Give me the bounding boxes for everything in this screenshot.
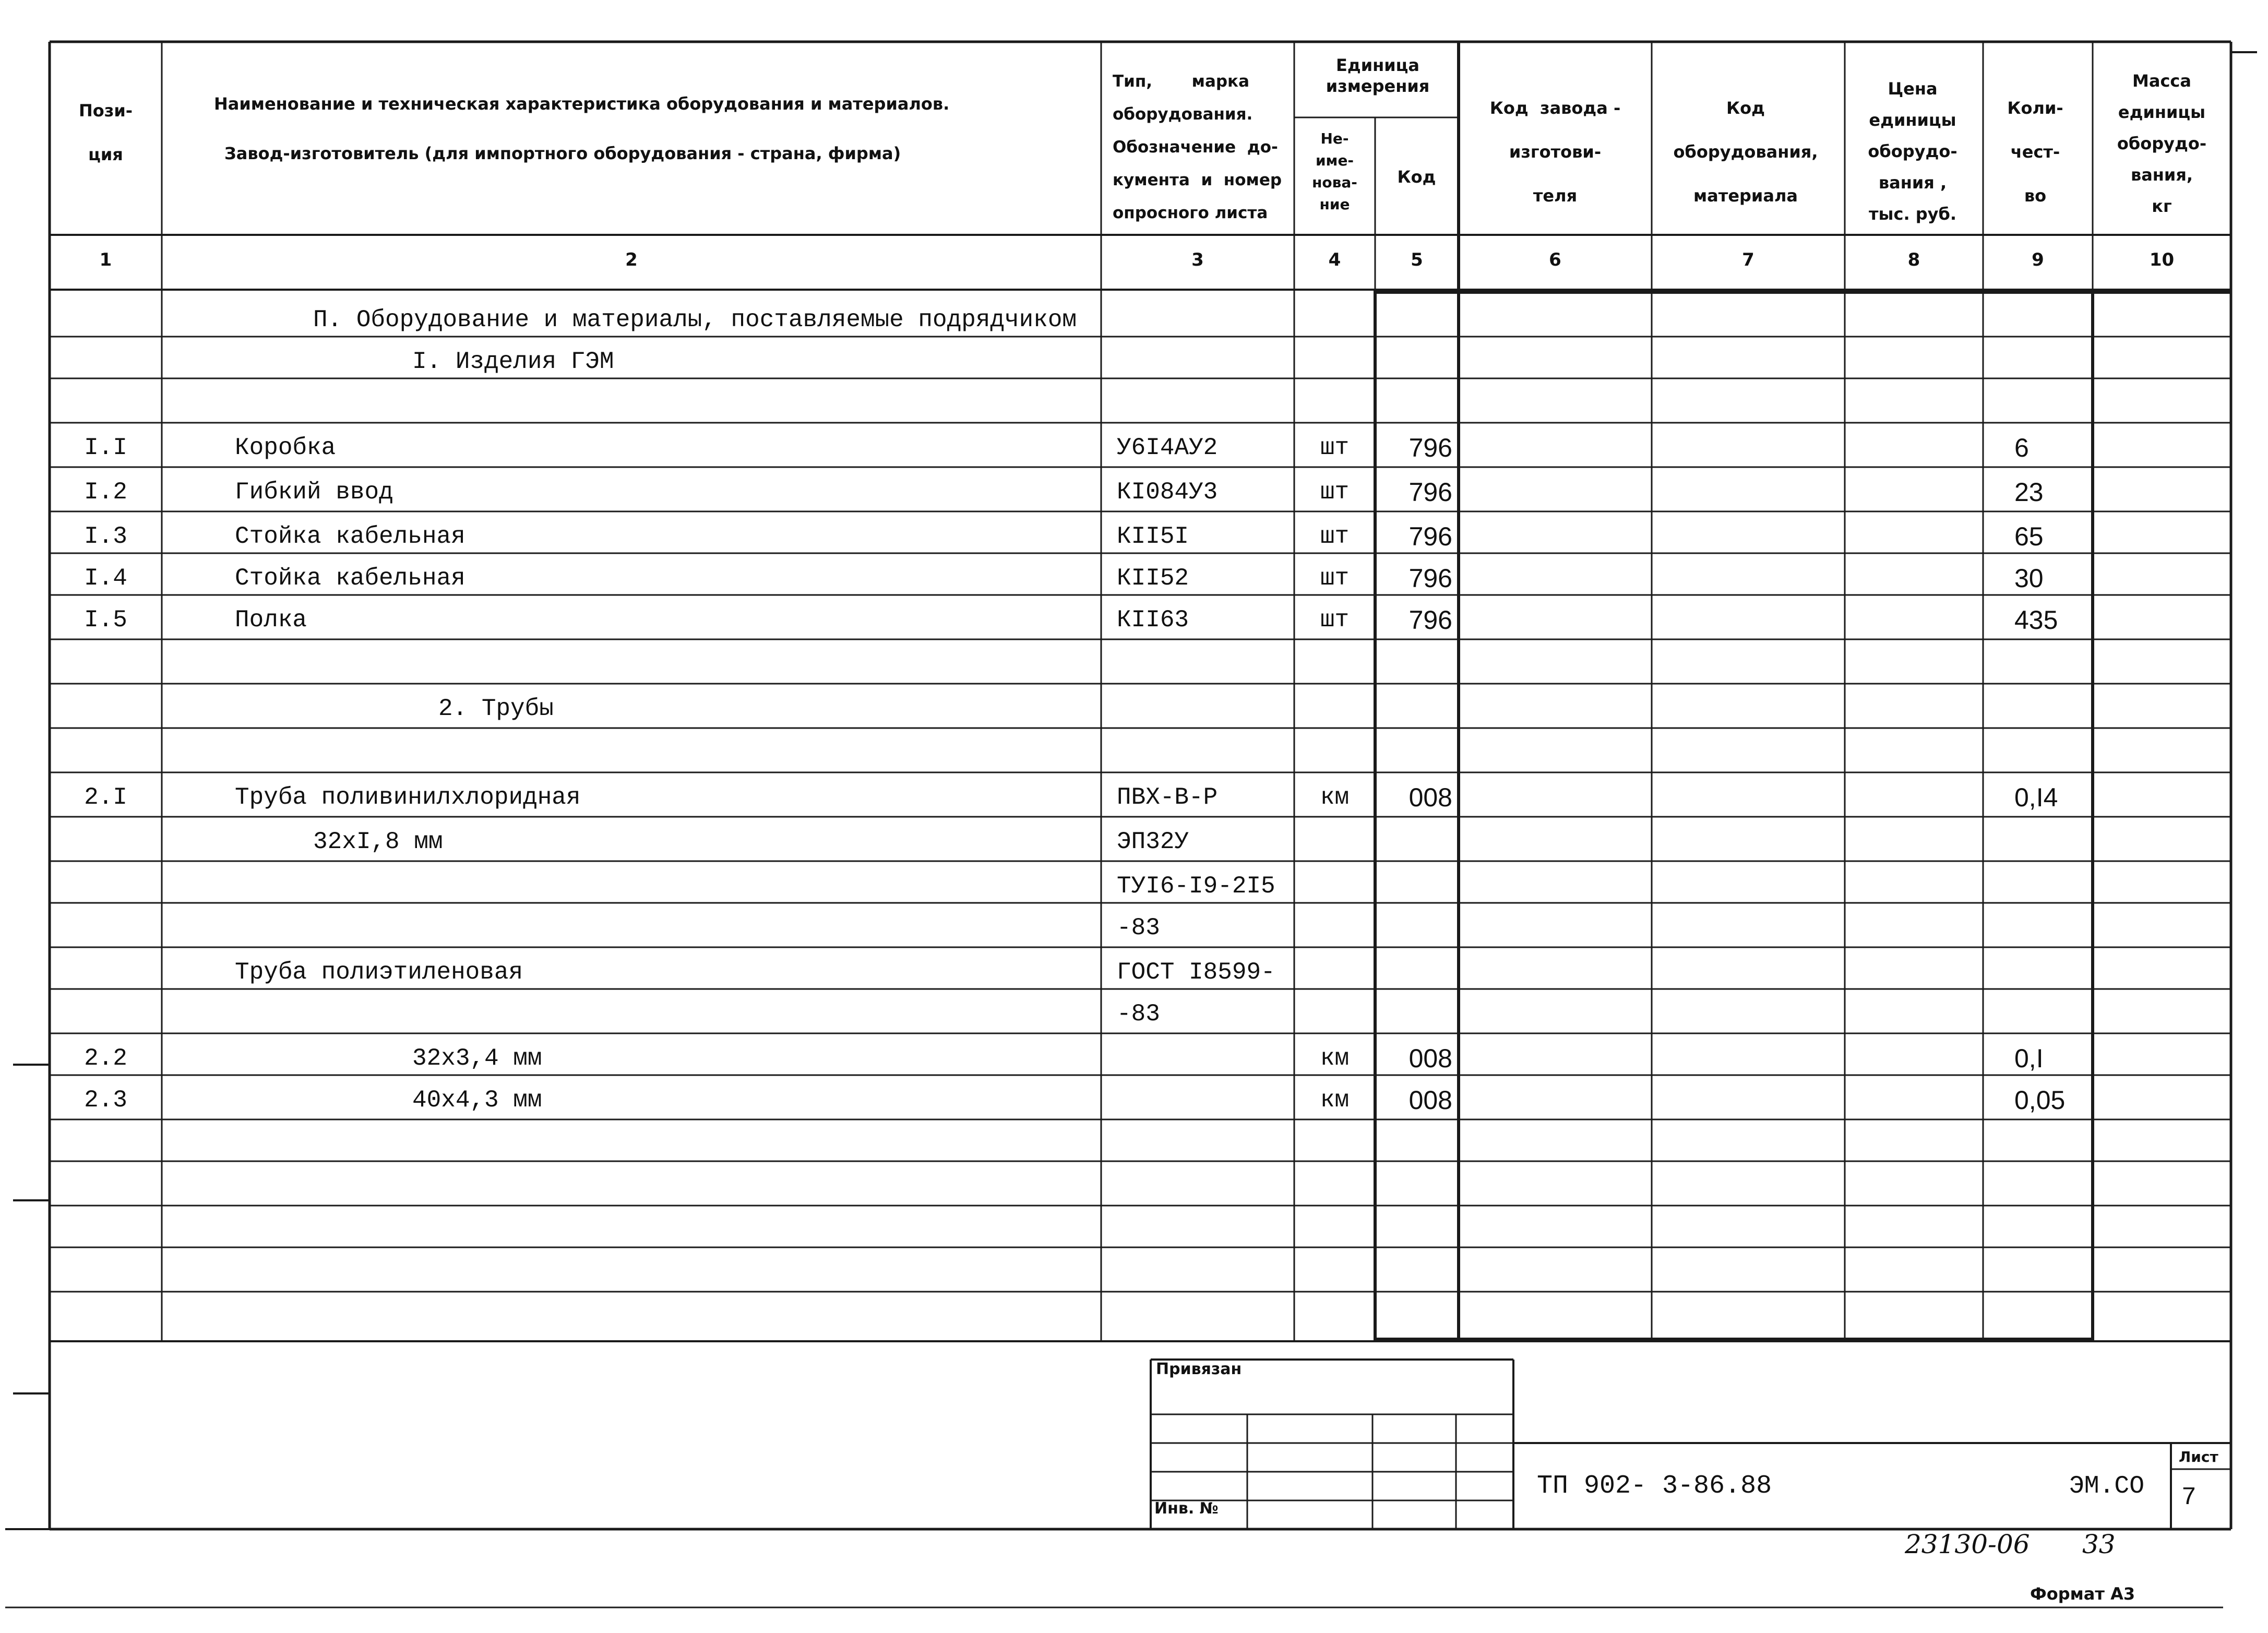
row-type-mark: КII5I	[1117, 523, 1189, 550]
row-unit-code: 796	[1408, 605, 1452, 635]
row-unit-name: шт	[1320, 606, 1350, 634]
header-name-line2: Завод-изготовитель (для импортного оборудования - страна, фирма)	[224, 144, 901, 163]
row-quantity: 435	[2014, 605, 2058, 635]
row-unit-code: 008	[1408, 1086, 1452, 1115]
header-name-line1: Наименование и техническая характеристика оборудования и материалов.	[214, 94, 950, 114]
row-name: П. Оборудование и материалы, поставляемые подрядчиком	[313, 306, 1077, 333]
row-unit-name: км	[1320, 1087, 1350, 1114]
format-label: Формат А3	[2030, 1584, 2135, 1604]
row-name: 32хI,8 мм	[313, 828, 443, 855]
header-unit-group: Единица измерения	[1326, 55, 1430, 96]
stamp-inventory-label: Инв. №	[1154, 1499, 1219, 1518]
row-quantity: 0,I4	[2014, 783, 2058, 812]
row-quantity: 30	[2014, 564, 2044, 593]
document-mark: ЭМ.СО	[2069, 1472, 2145, 1500]
row-unit-code: 008	[1408, 1044, 1452, 1073]
row-position: I.4	[84, 565, 127, 592]
row-unit-name: шт	[1320, 434, 1350, 461]
row-name: Стойка кабельная	[235, 565, 465, 592]
row-quantity: 65	[2014, 522, 2044, 551]
row-unit-name: км	[1320, 1045, 1350, 1072]
row-type-mark: ПВХ-В-Р	[1117, 784, 1218, 811]
header-unit-price: Цена единицы оборудо- вания , тыс. руб.	[1868, 79, 1957, 224]
row-type-mark: КII52	[1117, 565, 1189, 592]
row-name: Труба поливинилхлоридная	[235, 784, 581, 811]
row-type-mark: КI084У3	[1117, 479, 1218, 506]
header-type: Тип, марка оборудования. Обозначение до- кумента и номер опросного листа	[1113, 72, 1282, 222]
row-position: I.5	[84, 606, 127, 634]
row-name: Гибкий ввод	[235, 479, 393, 506]
row-name: Труба полиэтиленовая	[235, 959, 523, 986]
header-plant-code: Код завода - изготови- теля	[1489, 98, 1621, 206]
header-unit-mass: Масса единицы оборудо- вания, кг	[2117, 71, 2207, 216]
row-quantity: 0,05	[2014, 1086, 2066, 1115]
column-number: 8	[1907, 249, 1920, 270]
row-name: I. Изделия ГЭМ	[412, 348, 614, 375]
header-quantity: Коли- чест- во	[2007, 98, 2063, 206]
column-number: 2	[625, 249, 638, 270]
row-quantity: 23	[2014, 478, 2044, 507]
row-unit-code: 796	[1408, 433, 1452, 462]
column-number: 7	[1742, 249, 1754, 270]
sheet-number: 7	[2181, 1484, 2197, 1512]
row-quantity: 0,I	[2014, 1044, 2044, 1073]
row-unit-code: 008	[1408, 783, 1452, 812]
row-type-mark: ЭП32У	[1117, 828, 1189, 855]
column-number: 6	[1549, 249, 1561, 270]
column-number: 9	[2032, 249, 2044, 270]
stamp-bound-label: Привязан	[1156, 1360, 1242, 1378]
row-position: 2.3	[84, 1087, 127, 1114]
archive-number: 23130-06	[1905, 1529, 2030, 1559]
row-unit-name: шт	[1320, 565, 1350, 592]
header-position: Пози- ция	[78, 101, 133, 164]
row-quantity: 6	[2014, 433, 2029, 462]
row-unit-name: шт	[1320, 479, 1350, 506]
row-type-mark: -83	[1117, 914, 1160, 941]
sheet-label: Лист	[2179, 1448, 2218, 1465]
column-number: 4	[1328, 249, 1341, 270]
row-type-mark: КII63	[1117, 606, 1189, 634]
row-position: I.3	[84, 523, 127, 550]
row-unit-name: км	[1320, 784, 1350, 811]
column-number: 1	[99, 249, 112, 270]
row-position: 2.I	[84, 784, 127, 811]
row-position: 2.2	[84, 1045, 127, 1072]
row-type-mark: ТУI6-I9-2I5	[1117, 873, 1275, 900]
row-name: Коробка	[235, 434, 336, 461]
column-number: 5	[1411, 249, 1423, 270]
row-unit-code: 796	[1408, 564, 1452, 593]
row-type-mark: ГОСТ I8599-	[1117, 959, 1275, 986]
header-unit-name: Не- име- нова- ние	[1312, 130, 1357, 213]
row-name: 40х4,3 мм	[412, 1087, 542, 1114]
document-code: ТП 902- 3-86.88	[1537, 1471, 1772, 1501]
row-position: I.2	[84, 479, 127, 506]
header-unit-code: Код	[1397, 167, 1436, 187]
row-position: I.I	[84, 434, 127, 461]
row-type-mark: -83	[1117, 1000, 1160, 1028]
row-name: Стойка кабельная	[235, 523, 465, 550]
row-unit-code: 796	[1408, 522, 1452, 551]
row-name: 2. Трубы	[438, 695, 554, 722]
page-number: 33	[2082, 1529, 2116, 1559]
column-number: 3	[1191, 249, 1204, 270]
row-unit-code: 796	[1408, 478, 1452, 507]
row-name: 32х3,4 мм	[412, 1045, 542, 1072]
column-number: 10	[2149, 249, 2175, 270]
row-unit-name: шт	[1320, 523, 1350, 550]
row-name: Полка	[235, 606, 307, 634]
row-type-mark: У6I4АУ2	[1117, 434, 1218, 461]
header-equipment-code: Код оборудования, материала	[1673, 98, 1818, 206]
